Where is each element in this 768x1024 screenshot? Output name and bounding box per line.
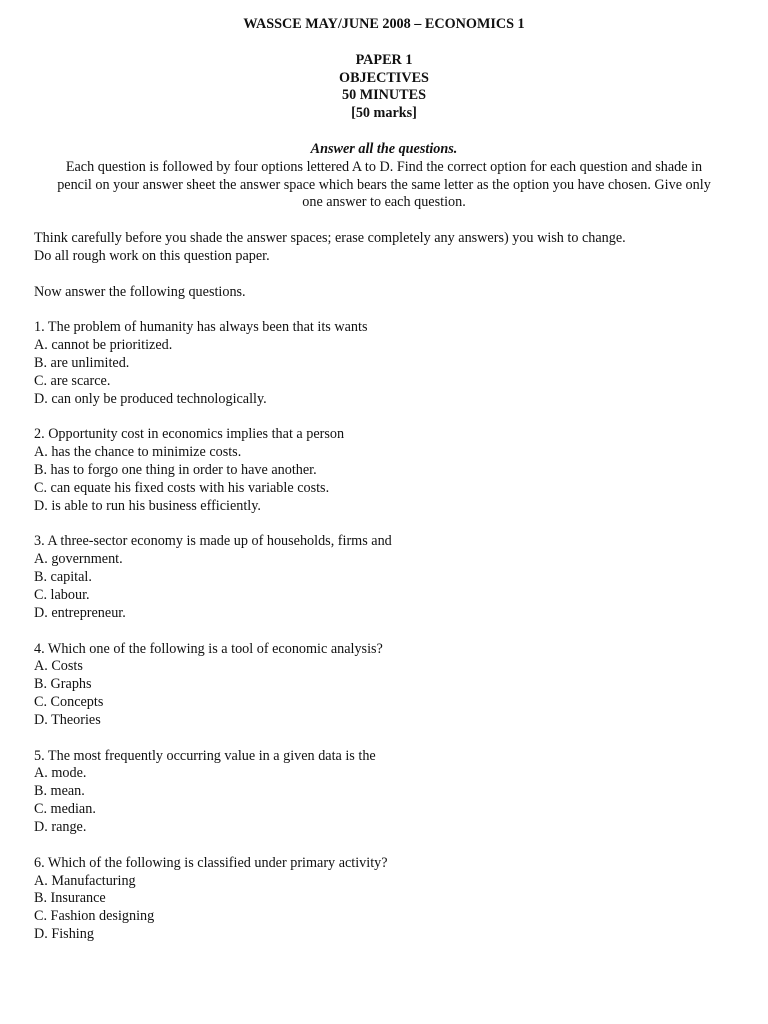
question-text: 3. A three-sector economy is made up of households, firms and <box>34 533 392 550</box>
duration-label: 50 MINUTES <box>342 87 426 104</box>
option-d: D. is able to run his business efficiently. <box>34 497 261 514</box>
marks-label: [50 marks] <box>351 105 417 122</box>
option-a: A. cannot be prioritized. <box>34 337 173 354</box>
instructions-line: Do all rough work on this question paper. <box>34 247 270 264</box>
question-text: 6. Which of the following is classified under primary activity? <box>34 854 388 871</box>
option-c: C. median. <box>34 801 96 818</box>
question-block <box>34 855 734 944</box>
paper-label: PAPER 1 <box>355 51 413 68</box>
instructions-paragraph-1 <box>34 159 734 213</box>
instructions-line: Think carefully before you shade the answer spaces; erase completely any answers) you wish to change. <box>34 230 626 247</box>
option-b: B. capital. <box>34 569 92 586</box>
exam-page <box>34 16 734 944</box>
option-b: B. mean. <box>34 783 85 800</box>
question-block <box>34 319 734 408</box>
spacer <box>34 837 734 855</box>
question-block <box>34 533 734 622</box>
option-d: D. can only be produced technologically. <box>34 390 267 407</box>
instructions-line: one answer to each question. <box>302 194 466 211</box>
spacer <box>34 302 734 320</box>
instructions-heading: Answer all the questions. <box>310 140 458 157</box>
option-d: D. Theories <box>34 711 101 728</box>
spacer <box>34 730 734 748</box>
exam-title: WASSCE MAY/JUNE 2008 – ECONOMICS 1 <box>243 16 525 32</box>
instructions-line: pencil on your answer sheet the answer space which bears the same letter as the option you have chosen. Give only <box>57 176 711 193</box>
option-b: B. has to forgo one thing in order to have another. <box>34 462 317 479</box>
option-a: A. Manufacturing <box>34 872 136 889</box>
option-b: B. are unlimited. <box>34 355 130 372</box>
question-block <box>34 641 734 730</box>
option-c: C. labour. <box>34 587 90 603</box>
spacer <box>34 212 734 230</box>
option-c: C. Fashion designing <box>34 908 155 925</box>
spacer <box>34 34 734 52</box>
option-d: D. Fishing <box>34 926 94 943</box>
option-b: B. Insurance <box>34 890 106 907</box>
option-a: A. mode. <box>34 765 87 782</box>
spacer <box>34 123 734 141</box>
section-label: OBJECTIVES <box>339 69 429 86</box>
option-a: A. government. <box>34 551 123 568</box>
option-c: C. are scarce. <box>34 372 111 389</box>
instructions-line: Each question is followed by four options lettered A to D. Find the correct option for each question and shade in <box>65 158 703 175</box>
question-text: 2. Opportunity cost in economics implies that a person <box>34 426 345 443</box>
option-d: D. entrepreneur. <box>34 604 126 621</box>
option-a: A. Costs <box>34 658 83 675</box>
question-text: 1. The problem of humanity has always been that its wants <box>34 319 368 336</box>
spacer <box>34 623 734 641</box>
question-text: 5. The most frequently occurring value in a given data is the <box>34 747 376 764</box>
question-block <box>34 748 734 837</box>
question-block <box>34 426 734 515</box>
option-a: A. has the chance to minimize costs. <box>34 444 242 461</box>
instructions-paragraph-2 <box>34 230 734 266</box>
spacer <box>34 409 734 427</box>
spacer <box>34 516 734 534</box>
option-c: C. can equate his fixed costs with his variable costs. <box>34 479 330 496</box>
option-c: C. Concepts <box>34 694 104 711</box>
option-b: B. Graphs <box>34 676 92 693</box>
question-text: 4. Which one of the following is a tool of economic analysis? <box>34 640 383 657</box>
lead-in-text: Now answer the following questions. <box>34 283 246 300</box>
spacer <box>34 266 734 284</box>
option-d: D. range. <box>34 818 87 835</box>
